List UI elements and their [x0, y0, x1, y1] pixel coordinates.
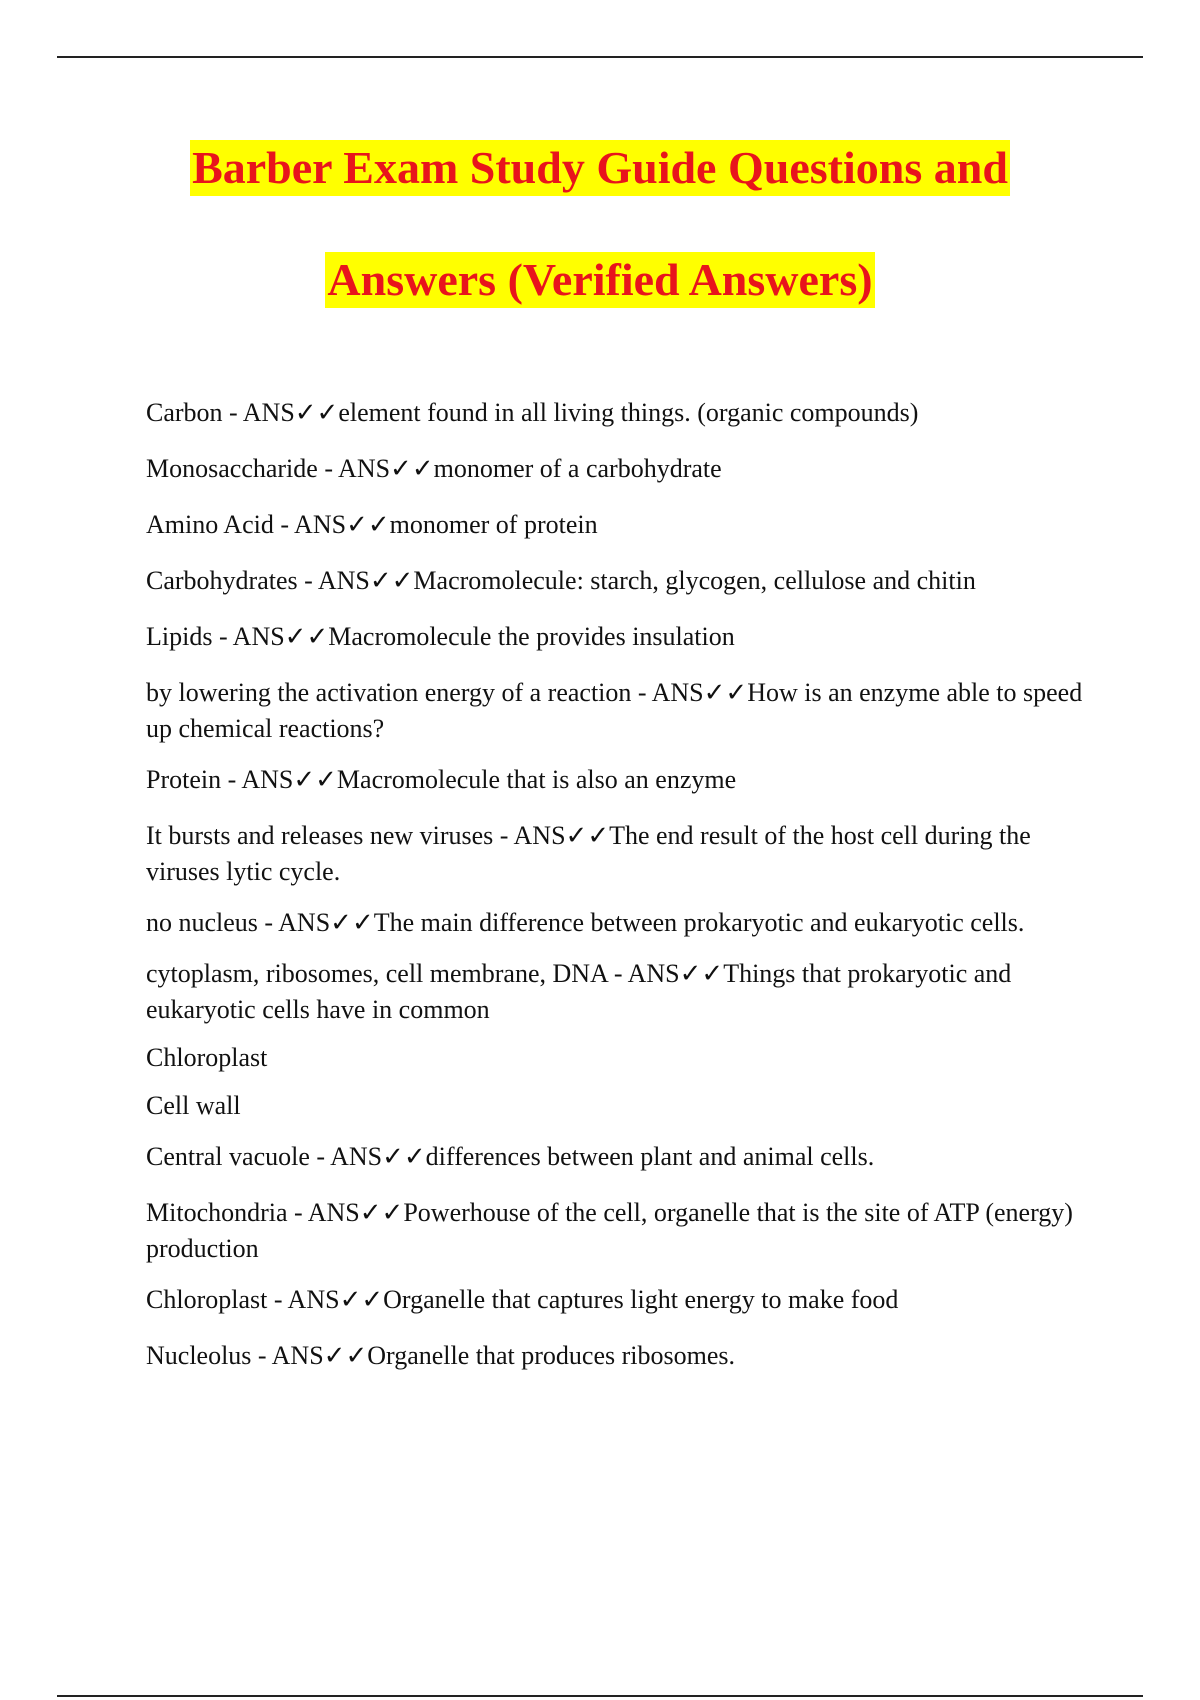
qa-entry-lytic-cycle: It bursts and releases new viruses - ANS✓✓The end result of the host cell during the viruses lytic cycle. [146, 821, 1031, 886]
qa-entry-carbohydrates: Carbohydrates - ANS✓✓Macromolecule: starch, glycogen, cellulose and chitin [146, 566, 976, 595]
title-line-1: Barber Exam Study Guide Questions and [190, 140, 1010, 196]
qa-list [146, 395, 1096, 1394]
qa-entry-carbon: Carbon - ANS✓✓element found in all living things. (organic compounds) [146, 398, 919, 427]
qa-entry-nucleolus: Nucleolus - ANS✓✓Organelle that produces ribosomes. [146, 1341, 735, 1370]
qa-entry-monosaccharide: Monosaccharide - ANS✓✓monomer of a carbohydrate [146, 454, 722, 483]
qa-entry-protein: Protein - ANS✓✓Macromolecule that is also an enzyme [146, 765, 737, 794]
bottom-divider [57, 1695, 1143, 1697]
qa-entry-chloroplast-line: Chloroplast [146, 1043, 268, 1072]
qa-entry-lipids: Lipids - ANS✓✓Macromolecule the provides insulation [146, 622, 735, 651]
top-divider [57, 56, 1143, 58]
qa-entry-enzyme: by lowering the activation energy of a reaction - ANS✓✓How is an enzyme able to speed up chemical reactions? [146, 678, 1083, 743]
qa-entry-amino-acid: Amino Acid - ANS✓✓monomer of protein [146, 510, 598, 539]
qa-entry-common-parts: cytoplasm, ribosomes, cell membrane, DNA - ANS✓✓Things that prokaryotic and eukaryotic cells have in common [146, 959, 1012, 1024]
qa-entry-central-vacuole: Central vacuole - ANS✓✓differences between plant and animal cells. [146, 1142, 875, 1171]
title-line-2: Answers (Verified Answers) [325, 252, 874, 308]
qa-entry-chloroplast: Chloroplast - ANS✓✓Organelle that captures light energy to make food [146, 1285, 899, 1314]
qa-entry-mitochondria: Mitochondria - ANS✓✓Powerhouse of the cell, organelle that is the site of ATP (energy) production [146, 1198, 1073, 1263]
qa-entry-cell-wall: Cell wall [146, 1091, 241, 1120]
document-title [0, 140, 1200, 308]
qa-entry-no-nucleus: no nucleus - ANS✓✓The main difference between prokaryotic and eukaryotic cells. [146, 908, 1025, 937]
